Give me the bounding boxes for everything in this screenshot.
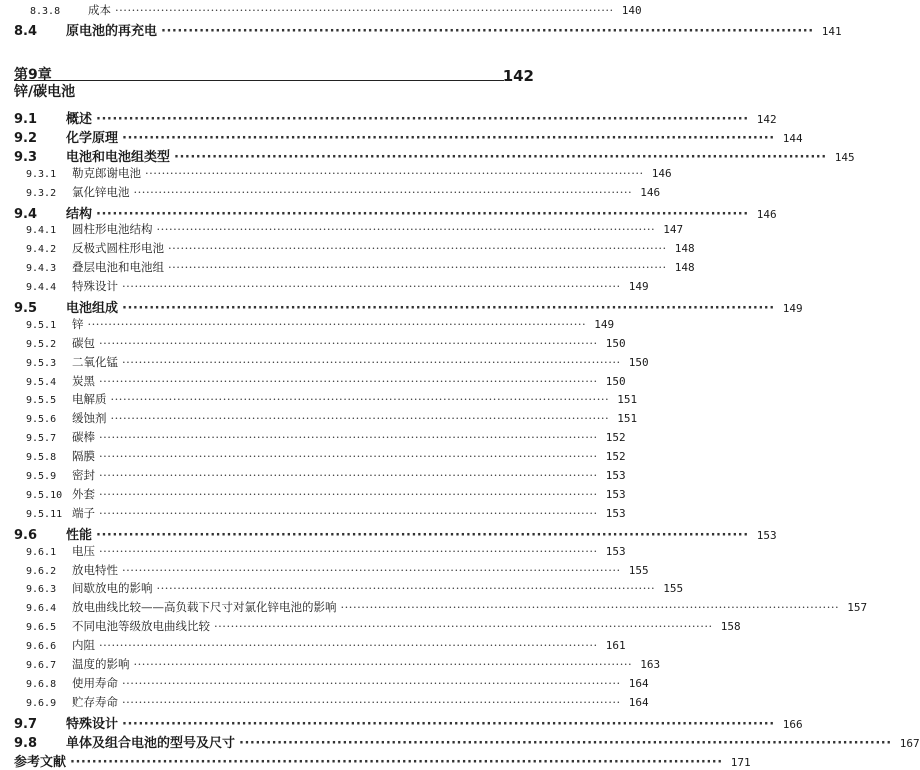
entry-number: 9.5.2 [26, 339, 57, 350]
entry-title: 锌 [72, 317, 84, 331]
entry-title: 缓蚀剂 [72, 411, 107, 425]
entry-title: 隔膜 [72, 449, 95, 463]
toc-subsection-entry[interactable] [26, 580, 684, 596]
entry-number: 9.5.11 [26, 509, 63, 520]
dot-leader: ························································································································ [133, 657, 633, 671]
entry-page-number: 155 [628, 564, 649, 577]
entry-number: 9.5.10 [26, 490, 63, 501]
dot-leader: ························································································································ [156, 222, 656, 236]
entry-page-number: 171 [730, 756, 751, 769]
entry-page-number: 153 [605, 545, 626, 558]
entry-title: 概述 [66, 112, 93, 127]
toc-subsection-entry[interactable] [26, 240, 695, 256]
dot-leader: ························································································································ [99, 468, 598, 482]
entry-number: 9.6 [14, 528, 38, 543]
entry-number: 9.4.4 [26, 282, 57, 293]
dot-leader: ························································································································ [168, 260, 667, 274]
entry-title: 碳包 [72, 336, 95, 350]
dot-leader: ························································································································ [96, 207, 749, 222]
entry-title: 放电曲线比较——高负载下尺寸对氯化锌电池的影响 [72, 600, 337, 614]
entry-title: 特殊设计 [66, 717, 119, 732]
entry-number: 9.5.9 [26, 471, 57, 482]
toc-section-entry[interactable] [14, 146, 855, 165]
toc-subsection-entry[interactable] [26, 637, 626, 653]
entry-page-number: 161 [605, 639, 626, 652]
toc-subsection-entry[interactable] [26, 221, 684, 237]
toc-subsection-entry[interactable] [26, 410, 638, 426]
entry-title: 结构 [66, 207, 93, 222]
entry-title: 叠层电池和电池组 [72, 260, 164, 274]
toc-subsection-entry[interactable] [26, 505, 626, 521]
toc-subsection-entry[interactable] [26, 316, 615, 332]
entry-title: 炭黑 [72, 374, 95, 388]
entry-title: 电池组成 [66, 301, 119, 316]
entry-number: 9.5.6 [26, 414, 57, 425]
toc-subsection-entry[interactable] [26, 675, 649, 691]
toc-subsection-entry[interactable] [26, 599, 868, 615]
entry-number: 9.3 [14, 150, 38, 165]
entry-title: 圆柱形电池结构 [72, 222, 153, 236]
entry-title: 间歇放电的影响 [72, 581, 153, 595]
toc-subsection-entry[interactable] [26, 618, 741, 634]
entry-number: 9.5.1 [26, 320, 57, 331]
entry-page-number: 140 [621, 4, 642, 17]
entry-number: 9.4.2 [26, 244, 57, 255]
entry-page-number: 149 [594, 318, 615, 331]
dot-leader: ························································································································ [96, 528, 749, 543]
toc-subsection-entry[interactable] [26, 467, 626, 483]
dot-leader: ························································································································ [122, 131, 775, 146]
toc-section-entry[interactable] [14, 713, 803, 732]
entry-page-number: 163 [640, 658, 661, 671]
chapter-page-number: 142 [502, 67, 534, 85]
entry-title: 反极式圆柱形电池 [72, 241, 164, 255]
dot-leader: ························································································································ [239, 736, 892, 751]
entry-page-number: 152 [605, 431, 626, 444]
entry-title: 电解质 [72, 392, 107, 406]
entry-number: 9.6.7 [26, 660, 57, 671]
entry-title: 原电池的再充电 [66, 24, 158, 39]
entry-number: 9.5.8 [26, 452, 57, 463]
entry-page-number: 153 [756, 529, 777, 542]
entry-page-number: 157 [847, 601, 868, 614]
entry-page-number: 152 [605, 450, 626, 463]
entry-page-number: 158 [720, 620, 741, 633]
dot-leader: ························································································································ [214, 619, 713, 633]
dot-leader: ························································································································ [99, 449, 598, 463]
dot-leader: ························································································································ [70, 755, 723, 770]
dot-leader: ························································································································ [99, 506, 598, 520]
entry-number: 9.6.6 [26, 641, 57, 652]
entry-number: 9.8 [14, 736, 38, 751]
dot-leader: ························································································································ [122, 301, 775, 316]
toc-subsection-entry[interactable] [26, 335, 626, 351]
entry-title: 单体及组合电池的型号及尺寸 [66, 736, 236, 751]
entry-page-number: 151 [617, 412, 638, 425]
chapter-label: 第9章 [14, 67, 52, 83]
dot-leader: ························································································································ [122, 563, 621, 577]
dot-leader: ························································································································ [99, 487, 598, 501]
entry-title: 外套 [72, 487, 95, 501]
toc-section-entry[interactable] [14, 751, 751, 770]
dot-leader: ························································································································ [115, 3, 614, 17]
entry-number: 9.5.7 [26, 433, 57, 444]
toc-subsection-entry[interactable] [26, 354, 649, 370]
entry-title: 性能 [66, 528, 93, 543]
toc-section-entry[interactable] [14, 20, 842, 39]
entry-title: 碳棒 [72, 430, 95, 444]
dot-leader: ························································································································ [99, 544, 598, 558]
entry-page-number: 144 [782, 132, 803, 145]
toc-section-entry[interactable] [14, 732, 920, 751]
entry-title: 特殊设计 [72, 279, 118, 293]
entry-page-number: 151 [617, 393, 638, 406]
entry-title: 成本 [88, 3, 111, 17]
dot-leader: ························································································································ [122, 717, 775, 732]
toc-section-entry[interactable] [14, 108, 777, 127]
entry-title: 端子 [72, 506, 95, 520]
entry-title: 密封 [72, 468, 95, 482]
dot-leader: ························································································································ [99, 336, 598, 350]
toc-subsection-entry[interactable] [30, 2, 642, 18]
entry-page-number: 153 [605, 488, 626, 501]
dot-leader: ························································································································ [99, 374, 598, 388]
entry-number: 9.3.2 [26, 188, 57, 199]
entry-title: 不同电池等级放电曲线比较 [72, 619, 210, 633]
entry-title: 温度的影响 [72, 657, 130, 671]
entry-page-number: 142 [756, 113, 777, 126]
entry-title: 放电特性 [72, 563, 118, 577]
toc-subsection-entry[interactable] [26, 448, 626, 464]
entry-number: 9.4.1 [26, 225, 57, 236]
entry-title: 化学原理 [66, 131, 119, 146]
entry-title: 氯化锌电池 [72, 185, 130, 199]
dot-leader: ························································································································ [87, 317, 587, 331]
entry-number: 9.6.1 [26, 547, 57, 558]
entry-page-number: 167 [899, 737, 920, 750]
entry-page-number: 146 [756, 208, 777, 221]
dot-leader: ························································································································ [156, 581, 656, 595]
entry-page-number: 153 [605, 507, 626, 520]
dot-leader: ························································································································ [122, 355, 621, 369]
dot-leader: ························································································································ [122, 695, 621, 709]
toc-subsection-entry[interactable] [26, 429, 626, 445]
entry-title: 电压 [72, 544, 95, 558]
toc-subsection-entry[interactable] [26, 543, 626, 559]
dot-leader: ························································································································ [122, 279, 621, 293]
toc-subsection-entry[interactable] [26, 391, 638, 407]
entry-title: 内阻 [72, 638, 95, 652]
entry-title: 贮存寿命 [72, 695, 118, 709]
toc-section-entry[interactable] [14, 127, 803, 146]
entry-number: 9.3.1 [26, 169, 57, 180]
entry-page-number: 148 [674, 261, 695, 274]
entry-number: 9.7 [14, 717, 38, 732]
dot-leader: ························································································································ [96, 112, 749, 127]
entry-title: 电池和电池组类型 [66, 150, 171, 165]
dot-leader: ························································································································ [161, 24, 814, 39]
entry-number: 9.4.3 [26, 263, 57, 274]
toc-section-entry[interactable] [14, 297, 803, 316]
entry-page-number: 164 [628, 696, 649, 709]
toc-subsection-entry[interactable] [26, 486, 626, 502]
entry-title: 二氧化锰 [72, 355, 118, 369]
toc-subsection-entry[interactable] [26, 562, 649, 578]
entry-number: 8.4 [14, 24, 38, 39]
entry-number: 9.1 [14, 112, 38, 127]
entry-number: 9.6.5 [26, 622, 57, 633]
entry-number: 9.6.9 [26, 698, 57, 709]
toc-subsection-entry[interactable] [26, 694, 649, 710]
dot-leader: ························································································································ [174, 150, 827, 165]
toc-subsection-entry[interactable] [26, 165, 672, 181]
entry-page-number: 141 [821, 25, 842, 38]
entry-title: 勒克郎谢电池 [72, 166, 141, 180]
entry-title: 参考文献 [14, 755, 67, 770]
entry-page-number: 149 [628, 280, 649, 293]
dot-leader: ························································································································ [133, 185, 633, 199]
entry-page-number: 150 [628, 356, 649, 369]
entry-page-number: 155 [663, 582, 684, 595]
entry-title: 使用寿命 [72, 676, 118, 690]
toc-section-entry[interactable] [14, 524, 777, 543]
dot-leader: ························································································································ [110, 411, 610, 425]
dot-leader: ························································································································ [168, 241, 667, 255]
entry-number: 9.5.5 [26, 395, 57, 406]
entry-page-number: 145 [834, 151, 855, 164]
entry-page-number: 150 [605, 375, 626, 388]
toc-subsection-entry[interactable] [26, 656, 661, 672]
entry-number: 9.2 [14, 131, 38, 146]
chapter-divider [14, 80, 504, 81]
entry-number: 9.6.3 [26, 584, 57, 595]
dot-leader: ························································································································ [145, 166, 644, 180]
entry-page-number: 153 [605, 469, 626, 482]
toc-subsection-entry[interactable] [26, 259, 695, 275]
dot-leader: ························································································································ [99, 430, 598, 444]
toc-section-entry[interactable] [14, 203, 777, 222]
entry-page-number: 147 [663, 223, 684, 236]
dot-leader: ························································································································ [110, 392, 610, 406]
dot-leader: ························································································································ [99, 638, 598, 652]
toc-subsection-entry[interactable] [26, 373, 626, 389]
entry-number: 9.6.2 [26, 566, 57, 577]
dot-leader: ························································································································ [340, 600, 840, 614]
entry-number: 9.6.4 [26, 603, 57, 614]
entry-page-number: 166 [782, 718, 803, 731]
toc-subsection-entry[interactable] [26, 278, 649, 294]
chapter-title: 锌/碳电池 [14, 84, 76, 100]
entry-number: 8.3.8 [30, 6, 61, 17]
entry-number: 9.4 [14, 207, 38, 222]
entry-page-number: 146 [640, 186, 661, 199]
entry-number: 9.5.4 [26, 377, 57, 388]
entry-page-number: 149 [782, 302, 803, 315]
entry-page-number: 146 [651, 167, 672, 180]
entry-page-number: 150 [605, 337, 626, 350]
entry-page-number: 148 [674, 242, 695, 255]
dot-leader: ························································································································ [122, 676, 621, 690]
entry-page-number: 164 [628, 677, 649, 690]
toc-subsection-entry[interactable] [26, 184, 661, 200]
entry-number: 9.6.8 [26, 679, 57, 690]
entry-number: 9.5 [14, 301, 38, 316]
entry-number: 9.5.3 [26, 358, 57, 369]
